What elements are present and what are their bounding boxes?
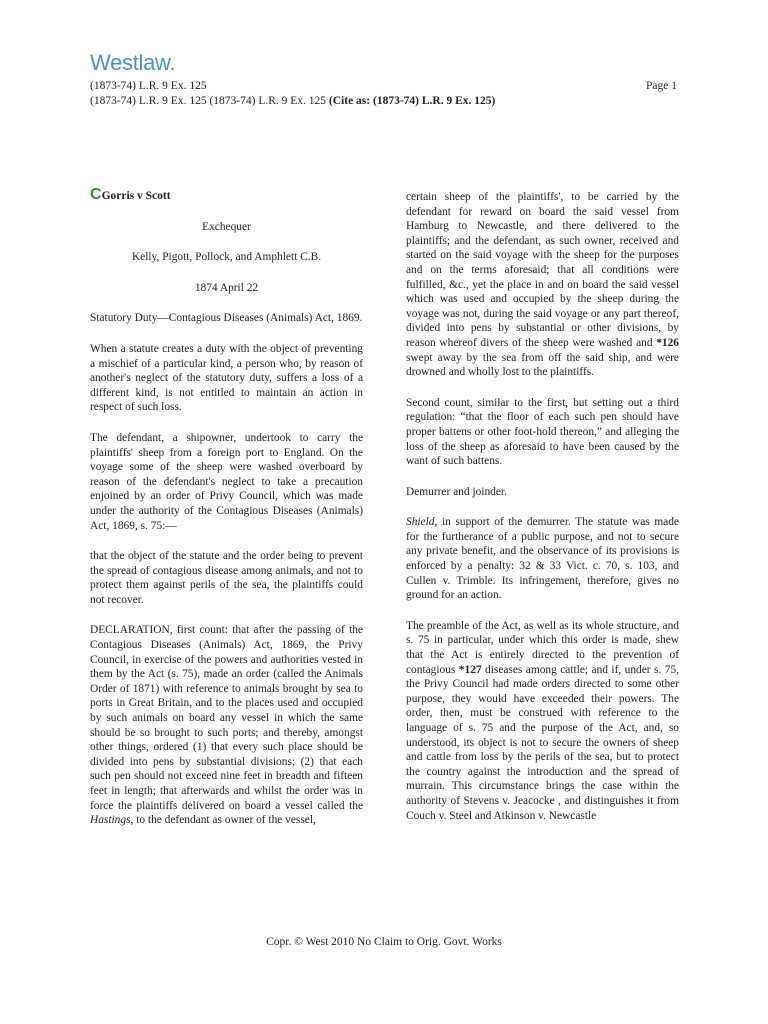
declaration-text: DECLARATION, first count: that after the passing of the Contagious Diseases (Animals) Act, 1869, the Privy Council, in exercise of the powers and authorities vested in them by the Act (s. 75), made an order (called the Animals Order of 1871) with reference to animals brought by sea to ports in Great Britain, and to the places used and occupied by such animals on board any vessel in which the same should be so brought to such ports; and thereby, amongst other things, ordered (1) that every such place should be divided into pens by substantial divisions; (2) that each such pen should not exceed nine feet in breadth and fifteen feet in length; that afterwards and whilst the order was in force the plaintiffs delivered on board a vessel called the <box>90 624 363 812</box>
second-count: Second count, similar to the first, but setting out a third regulation: “that the floor of each such pen should have proper battens or other foot-hold thereon,” and alleging the loss of the sheep as aforesaid to have been caused by the want of such battens. <box>406 396 679 468</box>
case-title-row <box>90 188 363 204</box>
citation-line-full <box>90 95 495 107</box>
preamble-text-end: diseases among cattle; and if, under s. 75, the Privy Council had made orders directed to some other purpose, they would have exceeded their powers. The order, then, must be construed with reference to the language of s. 75 and the purpose of the Act, and, so understood, its object is not to secure the owners of sheep and cattle from loss by the perils of the sea, but to protect the country against the introduction and the spread of murrain. This circumstance brings the case within the authority of Stevens v. Jeacocke , and distinguishes it from Couch v. Steel and Atkinson v. Newcastle <box>406 663 679 822</box>
copyright-footer: Copr. © West 2010 No Claim to Orig. Govt. Works <box>266 936 502 948</box>
citation-line: (1873-74) L.R. 9 Ex. 125 <box>90 80 207 92</box>
headnote-holding: that the object of the statute and the order being to prevent the spread of contagious disease among animals, and not to protect them against perils of the sea, the plaintiffs could not recover. <box>90 550 363 606</box>
declaration-cont-end: swept away by the sea from off the said ship, and were drowned and wholly lost to the plaintiffs. <box>406 351 679 379</box>
headnote-rule: When a statute creates a duty with the object of preventing a mischief of a particular kind, a person who, by reason of another's neglect of the statutory duty, suffers a loss of a different kind, is not entitled to maintain an action in respect of such loss. <box>90 342 363 414</box>
westlaw-logo: Westlaw. <box>90 50 176 75</box>
declaration-continued <box>406 190 679 380</box>
keycite-flag-icon[interactable]: C <box>90 186 102 203</box>
citation-parallel: (1873-74) L.R. 9 Ex. 125 (1873-74) L.R. 9 Ex. 125 <box>90 95 327 107</box>
argument-shield <box>406 515 679 603</box>
declaration-paragraph <box>90 623 363 827</box>
demurrer: Demurrer and joinder. <box>406 485 507 498</box>
argument-text: , in support of the demurrer. The statute was made for the furtherance of a public purpose, and not to secure any private benefit, and the observance of its provisions is enforced by a penalty: 32 & 33 Vict. c. 70, s. 103, and Cullen v. Trimble. Its infringement, therefore, gives no ground for an action. <box>406 516 679 602</box>
judges: Kelly, Pigott, Pollock, and Amphlett C.B. <box>131 251 322 264</box>
preamble-text: The preamble of the Act, as well as its whole structure, and s. 75 in particular, under which this order is made, shew that the Act is entirely directed to the prevention of contagious <box>406 619 679 676</box>
cite-as: (Cite as: (1873-74) L.R. 9 Ex. 125) <box>328 95 496 107</box>
star-page-127: *127 <box>458 663 482 676</box>
right-column <box>406 190 679 839</box>
declaration-cont-text: certain sheep of the plaintiffs', to be carried by the defendant for reward on board the said vessel from Hamburg to Newcastle, and there delivered to the plaintiffs; and the defendant, as such owner, received and started on the said voyage with the sheep for the purposes and on the terms aforesaid; that all conditions were fulfilled, &c., yet the place in and on board the said vessel which was used and occupied by the sheep during the voyage was not, during the said voyage or any part thereof, divided into pens by substantial or other divisions, by reason whereof divers of the sheep were washed and <box>406 191 679 349</box>
court: Exchequer <box>202 220 251 233</box>
decision-date: 1874 April 22 <box>194 281 259 294</box>
declaration-text-end: , to the defendant as owner of the vessel, <box>130 814 316 827</box>
headnote-facts: The defendant, a shipowner, undertook to carry the plaintiffs' sheep from a foreign port to England. On the voyage some of the sheep were washed overboard by reason of the defendant's neglect to take a precaution enjoined by an order of Privy Council, which was made under the authority of the Contagious Diseases (Animals) Act, 1869, s. 75:— <box>90 431 363 532</box>
star-page-126: *126 <box>656 336 679 349</box>
counsel-name: Shield <box>406 516 435 529</box>
headnote-topic: Statutory Duty—Contagious Diseases (Animals) Act, 1869. <box>90 312 363 325</box>
left-column <box>90 188 363 844</box>
argument-preamble <box>406 619 679 823</box>
case-title: Gorris v Scott <box>101 190 171 202</box>
ship-name: Hastings <box>90 814 131 827</box>
page-number: Page 1 <box>646 80 677 92</box>
